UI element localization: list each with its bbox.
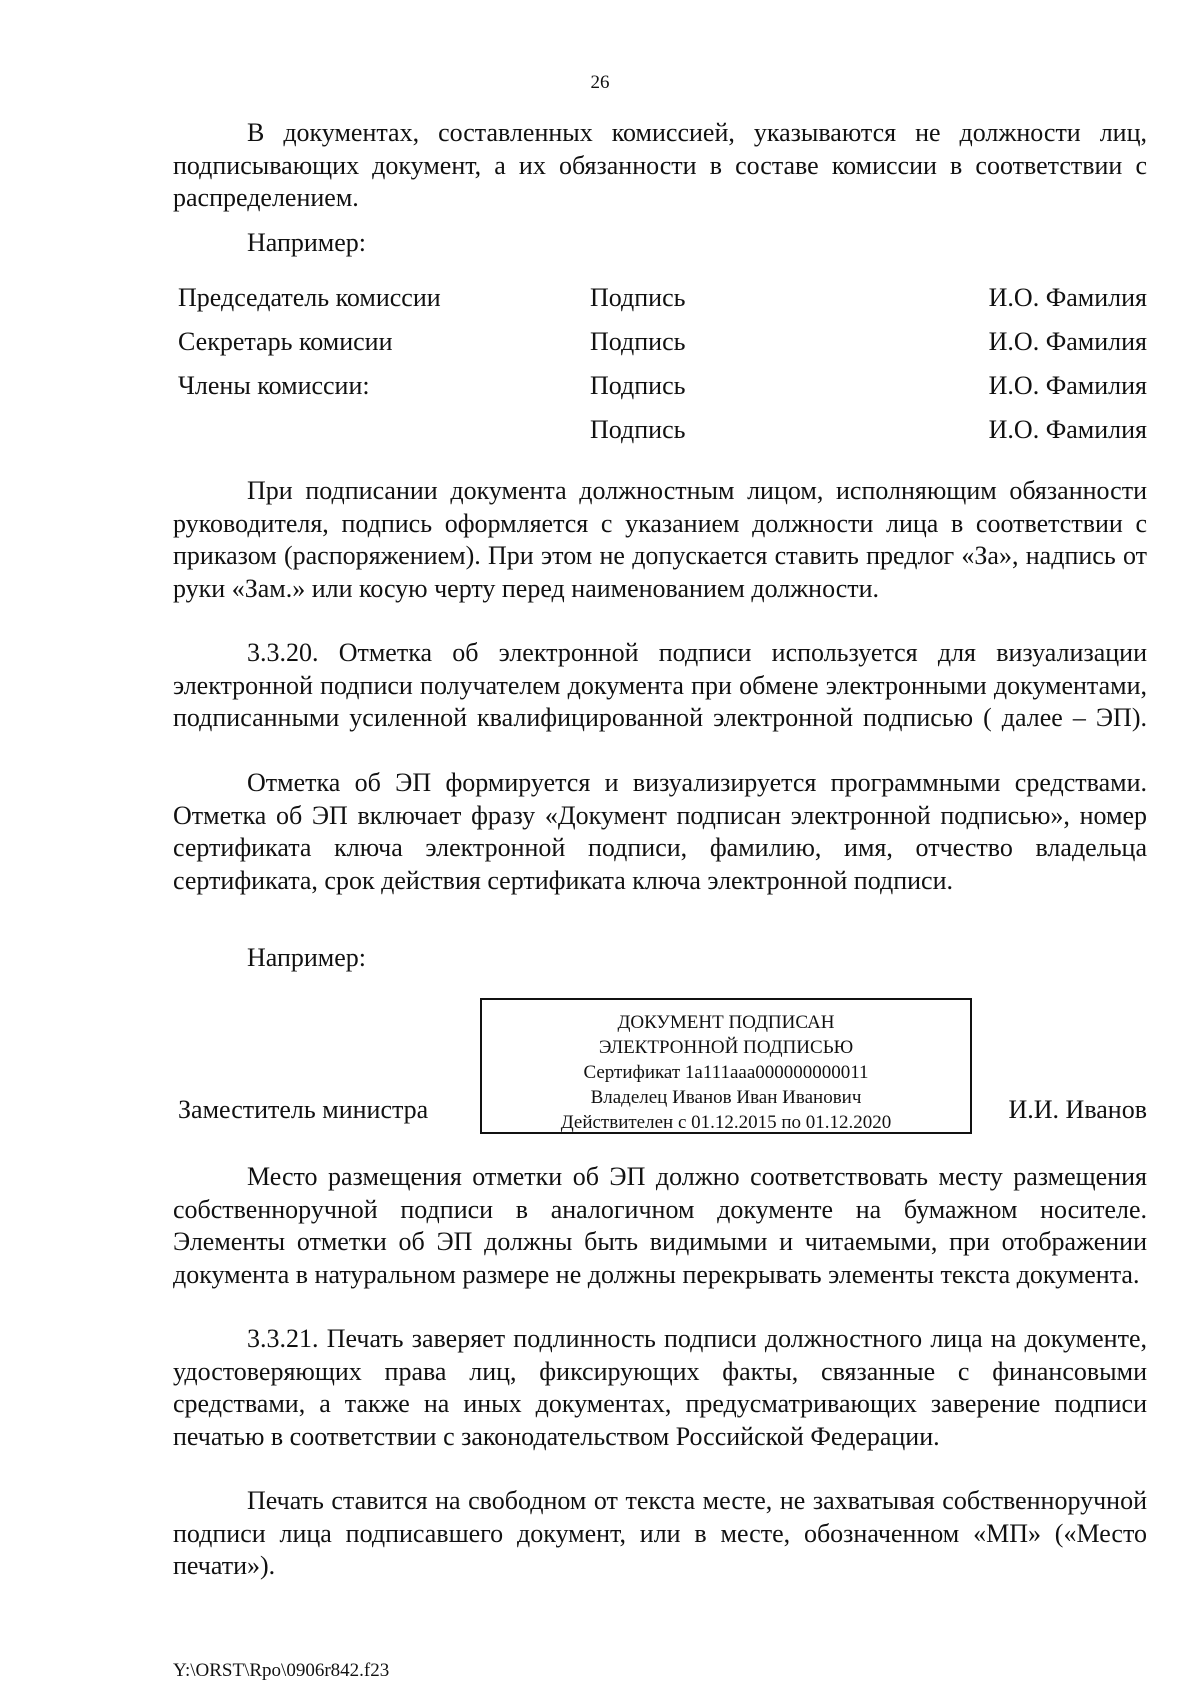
- stamp-line: ЭЛЕКТРОННОЙ ПОДПИСЬЮ: [598, 1037, 854, 1058]
- stamp-line: ДОКУМЕНТ ПОДПИСАН: [617, 1012, 835, 1033]
- signature-row-secretary: [178, 327, 1147, 367]
- signature-name: И.О. Фамилия: [988, 371, 1147, 400]
- paragraph-acting-head-signature: При подписании документа должностным лицом, исполняющим обязанности руководителя, подпись оформляется с указанием должности лица в соответствии с приказом (распоряжением). При этом не допускается ставить предлог «За», надпись от руки «Зам.» или косую черту перед наименованием должности.: [173, 476, 1147, 603]
- paragraph-commission-documents: В документах, составленных комиссией, указываются не должности лиц, подписывающих документ, а их обязанности в составе комиссии в соответствии с распределением.: [173, 118, 1147, 212]
- paragraph-3-3-20: 3.3.20. Отметка об электронной подписи используется для визуализации электронной подписи получателем документа при обмене электронными документами, подписанными усиленной квалифицированной электронной подписью ( далее – ЭП).: [173, 638, 1147, 732]
- signature-placeholder: Подпись: [590, 371, 686, 400]
- signature-role: Секретарь комисии: [178, 327, 393, 356]
- footer-file-path: Y:\ORST\Rpo\0906r842.f23: [173, 1660, 390, 1681]
- signature-row-members: [178, 371, 1147, 411]
- signature-name: И.О. Фамилия: [988, 327, 1147, 356]
- example-label: Например:: [247, 943, 367, 972]
- signature-placeholder: Подпись: [590, 327, 686, 356]
- signature-placeholder: Подпись: [590, 283, 686, 312]
- ep-signer-position: Заместитель министра: [178, 1095, 429, 1124]
- signature-role: Члены комиссии:: [178, 371, 370, 400]
- stamp-certificate: Сертификат 1a111aaa000000000011: [583, 1062, 869, 1083]
- paragraph-ep-mark: Отметка об ЭП формируется и визуализируется программными средствами. Отметка об ЭП включает фразу «Документ подписан электронной подписью», номер сертификата ключа электронной подписи, фамилию, имя, отчество владельца сертификата, срок действия сертификата ключа электронной подписи.: [173, 768, 1147, 895]
- stamp-owner: Владелец Иванов Иван Иванович: [590, 1087, 862, 1108]
- signature-row-member-2: [178, 415, 1147, 455]
- electronic-signature-stamp: [480, 998, 972, 1134]
- example-label: Например:: [247, 228, 367, 257]
- stamp-validity: Действителен с 01.12.2015 по 01.12.2020: [560, 1112, 892, 1133]
- page-number: 26: [590, 72, 610, 93]
- paragraph-3-3-21: 3.3.21. Печать заверяет подлинность подписи должностного лица на документе, удостоверяющих права лиц, фиксирующих факты, связанные с финансовыми средствами, а также на иных документах, предусматривающих заверение подписи печатью в соответствии с законодательством Российской Федерации.: [173, 1324, 1147, 1451]
- signature-name: И.О. Фамилия: [988, 283, 1147, 312]
- signature-role: Председатель комиссии: [178, 283, 441, 312]
- paragraph-ep-placement: Место размещения отметки об ЭП должно соответствовать месту размещения собственноручной подписи в аналогичном документе на бумажном носителе. Элементы отметки об ЭП должны быть видимыми и читаемыми, при отображении документа в натуральном размере не должны перекрывать элементы текста документа.: [173, 1162, 1147, 1289]
- signature-row-chairman: [178, 283, 1147, 323]
- paragraph-seal-placement: Печать ставится на свободном от текста месте, не захватывая собственноручной подписи лица подписавшего документ, или в месте, обозначенном «МП» («Место печати»).: [173, 1486, 1147, 1580]
- signature-name: И.О. Фамилия: [988, 415, 1147, 444]
- ep-signer-name: И.И. Иванов: [1008, 1095, 1147, 1124]
- signature-placeholder: Подпись: [590, 415, 686, 444]
